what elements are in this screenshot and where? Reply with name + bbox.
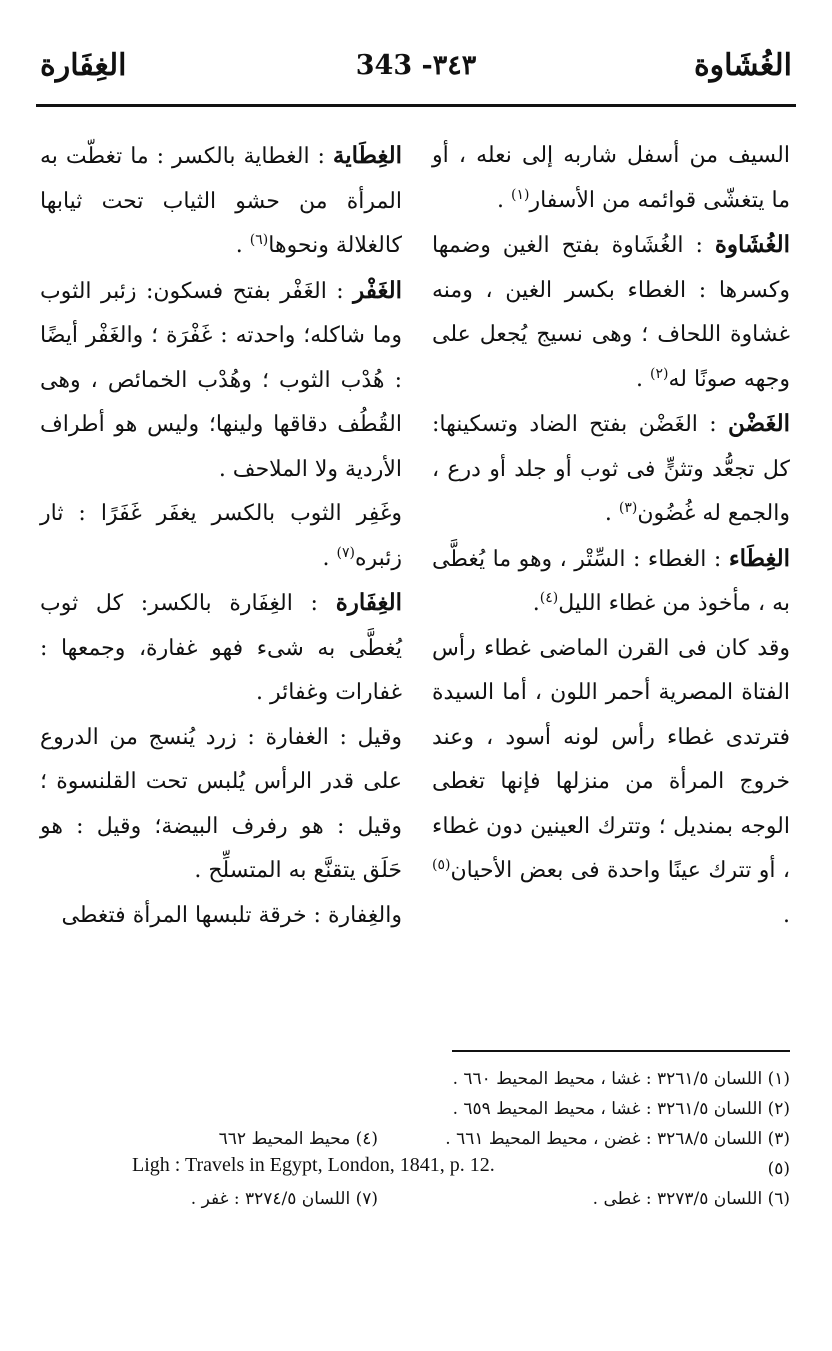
page-number: 343 -٣٤٣ <box>355 50 477 81</box>
entry-ghifara-paragraph: والغِفارة : خرقة تلبسها المرأة فتغطى <box>61 902 402 928</box>
headword: الغَفْر <box>353 276 402 304</box>
footnote-ref: (٥) <box>432 857 451 873</box>
entry-ghifara: الغِفَارة : الغِفَارة بالكسر: كل ثوب يُغطَّى به شىء فهو غفارة، وجمعها : غفارات وغفائر . <box>40 589 402 705</box>
footnote-ref: (٧) <box>336 544 355 561</box>
entry-ghishawa: الغُشَاوة : الغُشَاوة بفتح الغين وضمها وكسرها : الغطاء بكسر الغين ، ومنه غشاوة اللحاف ؛ وهى نسيج يُجعل على وجهه صونًا له$^{(٢)}$ . <box>432 231 790 392</box>
footnote-4: (٤) محيط المحيط ٦٦٢ <box>218 1129 378 1149</box>
footnote-ref: (١) <box>511 186 530 203</box>
footnote-ref: (٦) <box>249 232 269 248</box>
footnote-3: (٣) اللسان ٣٢٦٨/٥ : غضن ، محيط المحيط ٦٦١ . <box>445 1129 790 1149</box>
footnote-rule <box>452 1050 790 1052</box>
footnote-6: (٦) اللسان ٣٢٧٣/٥ : غطى . <box>592 1189 790 1209</box>
entry-ghita: الغِطَاء : الغطاء : السِّتْر ، وهو ما يُغطَّى به ، مأخوذ من غطاء الليل$^{(٤)}$. <box>432 544 790 616</box>
right-column <box>432 134 790 938</box>
headword: الغَضْن <box>728 410 790 437</box>
entry-ghafr-paragraph: وغَفِر الثوب بالكسر يغفَر غَفَرًا : ثار زئبره$^{(٧)}$ . <box>40 501 402 571</box>
footnote-2: (٢) اللسان ٣٢٦١/٥ : غشا ، محيط المحيط ٦٥٩ . <box>452 1099 790 1119</box>
footnotes <box>40 1064 790 1214</box>
footnote-5-text: Ligh : Travels in Egypt, London, 1841, p. 12. <box>132 1154 495 1176</box>
entry-ghafr: الغَفْر : الغَفْر بفتح فسكون: زئبر الثوب وما شاكله؛ واحدته : غَفْرَة ؛ والغَفْر أيضًا : هُدْب الثوب ؛ وهُدْب الخمائص ، وهى القُطُف دقاقها ولينها؛ وليس هو أطراف الأردية ولا الملاحف . <box>40 276 402 482</box>
footnote-1: (١) اللسان ٣٢٦١/٥ : غشا ، محيط المحيط ٦٦٠ . <box>452 1069 790 1089</box>
entry-ghifara-paragraph: وقيل : الغفارة : زرد يُنسج من الدروع على قدر الرأس يُلبس تحت القلنسوة ؛ وقيل : هو رفرف البيضة؛ وقيل : هو حَلَق يتقنَّع به المتسلِّح . <box>40 724 402 883</box>
header-right-entry: الغُشَاوة <box>693 48 792 83</box>
entry-continuation: السيف من أسفل شاربه إلى نعله ، أو ما يتغشّى قوائمه من الأسفار$^{(١)}$ . <box>432 143 790 213</box>
header-left-entry: الغِفَارة <box>40 48 127 83</box>
page-header <box>40 48 792 98</box>
headword: الغِطَاء <box>728 544 790 572</box>
header-rule <box>36 104 796 107</box>
left-column <box>40 134 402 938</box>
entry-ghitaya: الغِطَاية : الغطاية بالكسر : ما تغطّت به المرأة من حشو الثياب تحت ثيابها كالغلالة ونحوها$^{(٦)}$ . <box>40 142 402 258</box>
footnote-7: (٧) اللسان ٣٢٧٤/٥ : غفر . <box>190 1189 378 1209</box>
footnote-ref: (٤) <box>539 590 559 606</box>
headword: الغِفَارة <box>335 589 402 616</box>
footnote-ref: (٣) <box>618 500 638 516</box>
footnote-5-number: (٥) <box>767 1159 790 1179</box>
footnote-ref: (٢) <box>650 365 669 382</box>
entry-ghita-paragraph: وقد كان فى القرن الماضى غطاء رأس الفتاة المصرية أحمر اللون ، أما السيدة فترتدى غطاء رأس لونه أسود ، وعند خروج المرأة من منزلها فإنها تغطى الوجه بمنديل ؛ وتترك العينين دون غطاء ، أو تترك عينًا واحدة فى بعض الأحيان$^{(٥)}$ . <box>432 635 790 928</box>
entry-ghadn: الغَضْن : الغَضْن بفتح الضاد وتسكينها: كل تجعُّد وتثنٍّ فى ثوب أو جلد أو درع ، والجمع له غُضُون$^{(٣)}$ . <box>432 410 790 526</box>
headword: الغُشَاوة <box>714 231 790 258</box>
headword: الغِطَاية <box>332 142 402 169</box>
